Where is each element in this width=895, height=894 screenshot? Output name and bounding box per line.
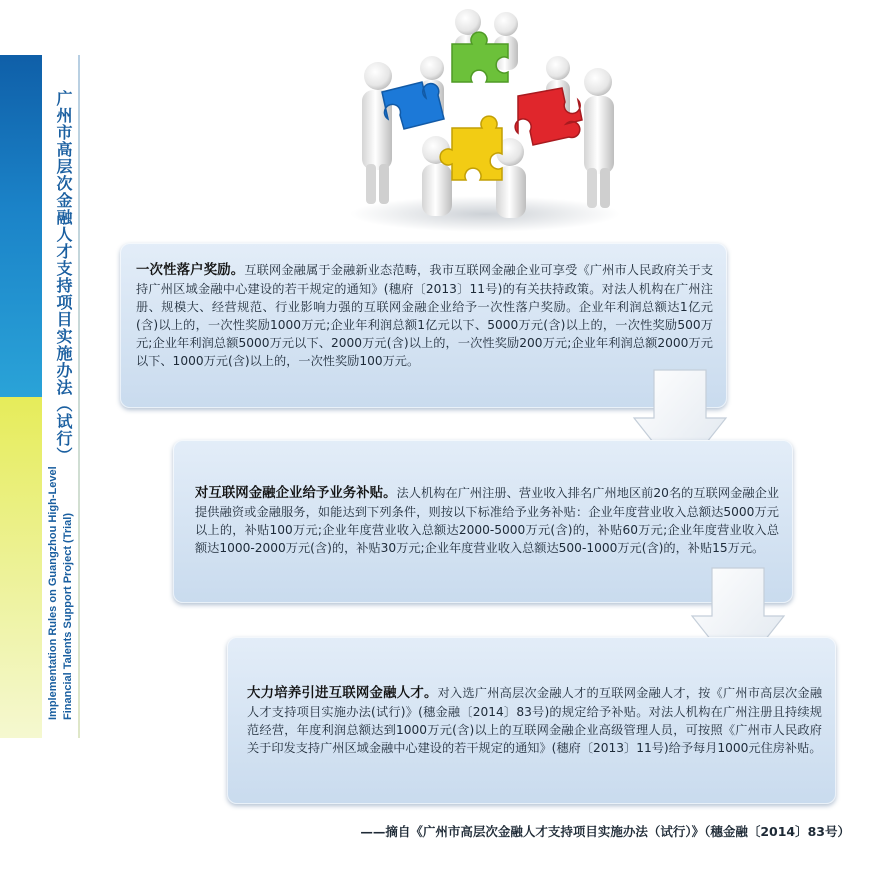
policy-text-3 xyxy=(247,684,822,757)
side-band-yellow xyxy=(0,397,42,738)
side-title-english-line2: Financial Talents Support Project (Trial) xyxy=(62,513,74,720)
policy-box-talent-introduction xyxy=(227,637,836,804)
policy-body-2: 法人机构在广州注册、营业收入排名广州地区前20名的互联网金融企业提供融资或金融服务，如能达到下列条件，则按以下标准给予业务补贴：企业年度营业收入总额达5000万元以上的，补贴100万元;企业年度营业收入总额达2000-5000万元(含)的，补贴60万元;企业年度营业收入总额达1000-2000万元(含)的，补贴30万元;企业年度营业收入总额达500-1000万元(含)的，补贴15万元。 xyxy=(195,486,779,555)
policy-text-2 xyxy=(195,484,779,557)
side-title-chinese: 广州市高层次金融人才支持项目实施办法（试行） xyxy=(54,90,73,464)
policy-body-1: 互联网金融属于金融新业态范畴，我市互联网金融企业可享受《广州市人民政府关于支持广州区域金融中心建设的若干规定的通知》(穗府〔2013〕11号)的有关扶持政策。对法人机构在广州注册、规模大、经营规范、行业影响力强的互联网金融企业给予一次性落户奖励。企业年利润总额达1亿元(含)以上的，一次性奖励1000万元;企业年利润总额1亿元以下、5000万元(含)以上的，一次性奖励500万元;企业年利润总额5000万元以下、2000万元(含)以上的，一次性奖励200万元;企业年利润总额2000万元以下、1000万元(含)以上的，一次性奖励100万元。 xyxy=(136,263,714,368)
policy-heading-1: 一次性落户奖励。 xyxy=(136,263,245,278)
policy-body-3: 对入选广州高层次金融人才的互联网金融人才，按《广州市高层次金融人才支持项目实施办法(试行)》(穗金融〔2014〕83号)的规定给予补贴。对法人机构在广州注册且持续规范经营，年度利润总额达到1000万元(含)以上的互联网金融企业高级管理人员，可按照《广州市人民政府关于印发支持广州区域金融中心建设的若干规定的通知》(穗府〔2013〕11号)给予每月1000元住房补贴。 xyxy=(247,686,823,755)
side-title-english-line1: Implementation Rules on Guangzhou High-Level xyxy=(47,466,59,720)
policy-heading-2: 对互联网金融企业给予业务补贴。 xyxy=(195,486,397,501)
side-band-blue xyxy=(0,55,42,397)
policy-text-1 xyxy=(136,261,713,370)
source-citation: ——摘自《广州市高层次金融人才支持项目实施办法（试行）》（穗金融〔2014〕83号） xyxy=(360,824,850,839)
people-assembling-puzzle-icon xyxy=(340,4,630,236)
policy-heading-3: 大力培养引进互联网金融人才。 xyxy=(247,686,438,701)
puzzle-piece-red xyxy=(515,88,582,145)
side-title-english xyxy=(46,400,80,720)
